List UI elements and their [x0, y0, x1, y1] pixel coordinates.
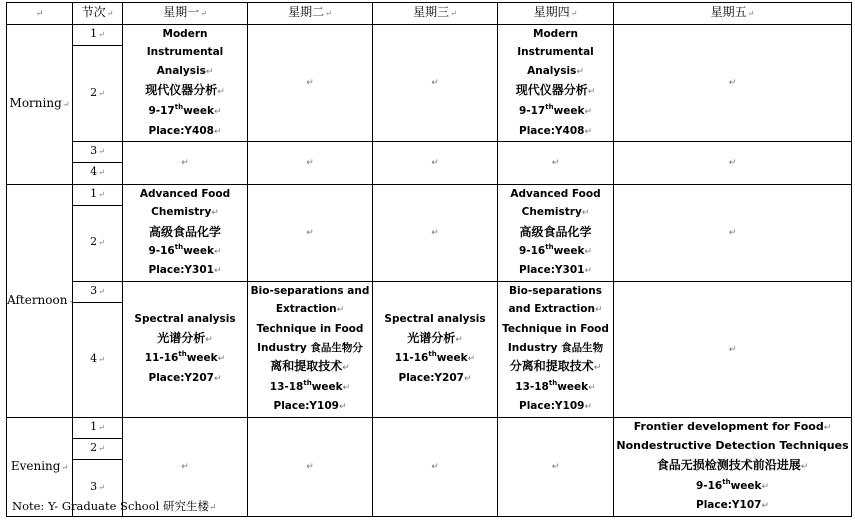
course-title-en: Bio-separations and — [250, 284, 370, 297]
course-bioseparation-tue — [248, 282, 372, 417]
course-cell-mon-afternoon-b — [123, 281, 248, 417]
course-cell-tue-afternoon-b — [248, 281, 373, 417]
course-weeks: 11-16thweek↵ — [144, 350, 226, 365]
empty-cell: ↵ — [248, 142, 373, 185]
empty-cell: ↵ — [614, 184, 852, 281]
course-frontier-fri — [614, 418, 851, 516]
empty-cell: ↵ — [123, 417, 248, 516]
course-bioseparation-thu — [498, 282, 613, 417]
course-title-en: Instrumental — [517, 46, 594, 59]
course-place: Place:Y109↵ — [273, 400, 347, 413]
course-food-chem-thu — [498, 185, 613, 281]
course-title-en: Spectral analysis — [134, 313, 236, 326]
header-row — [7, 3, 852, 25]
course-place: Place:Y207↵ — [398, 371, 472, 384]
course-cell-thu-afternoon-a — [498, 184, 614, 281]
period-number: 3 ↵ — [73, 281, 123, 302]
course-title-zh: 离和提取技术↵ — [270, 359, 350, 374]
course-place: Place:Y107↵ — [696, 499, 769, 512]
course-title-mixed: Industry 食品生物分 — [257, 341, 363, 354]
course-weeks: 13-18thweek↵ — [515, 378, 596, 393]
empty-cell: ↵ — [248, 417, 373, 516]
course-title-en: Modern — [533, 27, 578, 40]
period-number: 1 ↵ — [73, 24, 123, 45]
course-title-en: Technique in Food — [502, 322, 609, 335]
course-cell-wed-afternoon-b — [373, 281, 498, 417]
afternoon-row-1 — [7, 184, 852, 205]
course-title-zh: 现代仪器分析↵ — [515, 83, 596, 98]
course-weeks: 13-18thweek↵ — [269, 378, 351, 393]
morning-row-3 — [7, 142, 852, 163]
day-header-tue: 星期二 ↵ — [248, 3, 373, 25]
course-title-en: Extraction↵ — [275, 303, 345, 316]
afternoon-row-3 — [7, 281, 852, 302]
course-cell-fri-evening — [614, 417, 852, 516]
day-header-wed: 星期三 ↵ — [373, 3, 498, 25]
course-title-en: Chemistry↵ — [521, 206, 590, 219]
period-number: 2 ↵ — [73, 205, 123, 281]
session-afternoon: Afternoon ↵ — [7, 184, 73, 417]
empty-cell: ↵ — [614, 142, 852, 185]
course-modern-analysis-thu — [498, 25, 613, 142]
day-header-thu: 星期四 ↵ — [498, 3, 614, 25]
course-title-en: Modern — [162, 27, 208, 40]
course-title-en: and Extraction↵ — [508, 303, 603, 316]
course-weeks: 9-17thweek↵ — [518, 102, 593, 117]
empty-cell: ↵ — [614, 24, 852, 142]
course-weeks: 11-16thweek↵ — [394, 350, 476, 365]
course-weeks: 9-16thweek↵ — [518, 242, 593, 257]
course-title-en: Bio-separations — [509, 284, 602, 297]
period-column-header: 节次 ↵ — [73, 3, 123, 25]
period-number: 1 ↵ — [73, 184, 123, 205]
empty-cell: ↵ — [248, 184, 373, 281]
course-title-en: Technique in Food — [256, 322, 364, 335]
period-number: 1 ↵ — [73, 417, 123, 438]
course-modern-analysis-mon — [123, 25, 247, 142]
morning-row-1 — [7, 24, 852, 45]
corner-cell: ↵ — [7, 3, 73, 25]
course-spectral-mon — [123, 310, 247, 388]
empty-cell: ↵ — [373, 417, 498, 516]
course-title-en: Nondestructive Detection Techniques — [616, 439, 849, 453]
footnote: Note: Y- Graduate School 研究生楼↵ — [12, 499, 217, 513]
course-cell-thu-morning — [498, 24, 614, 142]
period-number: 3 ↵ — [73, 460, 123, 517]
day-header-fri: 星期五 ↵ — [614, 3, 852, 25]
course-title-zh: 分离和提取技术↵ — [509, 359, 602, 374]
course-weeks: 9-16thweek↵ — [148, 242, 222, 257]
course-title-en: Analysis↵ — [527, 64, 584, 77]
period-number: 2 ↵ — [73, 439, 123, 460]
course-place: Place:Y207↵ — [148, 371, 222, 384]
empty-cell: ↵ — [123, 142, 248, 185]
course-title-en: Advanced Food — [510, 187, 601, 200]
course-title-zh: 光谱分析↵ — [407, 330, 463, 345]
course-cell-mon-morning — [123, 24, 248, 142]
course-food-chem-mon — [123, 185, 247, 281]
period-number: 4 ↵ — [73, 162, 123, 184]
course-place: Place:Y408↵ — [519, 124, 592, 137]
course-title-en: Instrumental — [146, 46, 224, 59]
period-number: 2 ↵ — [73, 45, 123, 141]
empty-cell: ↵ — [373, 24, 498, 142]
course-title-en: Analysis↵ — [156, 64, 214, 77]
course-title-en: Frontier development for Food↵ — [633, 419, 832, 433]
course-title-en: Advanced Food — [139, 187, 231, 200]
course-place: Place:Y301↵ — [148, 264, 222, 277]
session-morning: Morning ↵ — [7, 24, 73, 184]
empty-cell: ↵ — [373, 142, 498, 185]
session-evening: Evening ↵ — [7, 417, 73, 516]
course-spectral-wed — [373, 310, 497, 388]
period-number: 3 ↵ — [73, 142, 123, 163]
course-title-zh: 高级食品化学 — [148, 224, 221, 239]
course-cell-mon-afternoon-a — [123, 184, 248, 281]
course-weeks: 9-16thweek↵ — [695, 477, 770, 492]
course-title-zh: 现代仪器分析↵ — [145, 83, 225, 98]
course-cell-thu-afternoon-b — [498, 281, 614, 417]
course-place: Place:Y109↵ — [519, 400, 592, 413]
course-title-zh: 食品无损检测技术前沿进展↵ — [656, 458, 809, 473]
course-weeks: 9-17thweek↵ — [148, 102, 222, 117]
empty-cell: ↵ — [614, 281, 852, 417]
empty-cell: ↵ — [498, 142, 614, 185]
course-title-en: Chemistry↵ — [151, 206, 219, 219]
empty-cell: ↵ — [498, 417, 614, 516]
course-place: Place:Y408↵ — [148, 124, 222, 137]
course-title-en: Spectral analysis — [384, 313, 486, 326]
empty-cell: ↵ — [373, 184, 498, 281]
course-title-zh: 光谱分析↵ — [157, 330, 213, 345]
evening-row-1 — [7, 417, 852, 438]
course-title-zh: 高级食品化学 — [519, 224, 592, 239]
course-place: Place:Y301↵ — [519, 264, 592, 277]
schedule-table — [6, 2, 852, 517]
period-number: 4 ↵ — [73, 302, 123, 417]
course-title-mixed: Industry 食品生物 — [507, 341, 604, 354]
day-header-mon: 星期一 ↵ — [123, 3, 248, 25]
empty-cell: ↵ — [248, 24, 373, 142]
